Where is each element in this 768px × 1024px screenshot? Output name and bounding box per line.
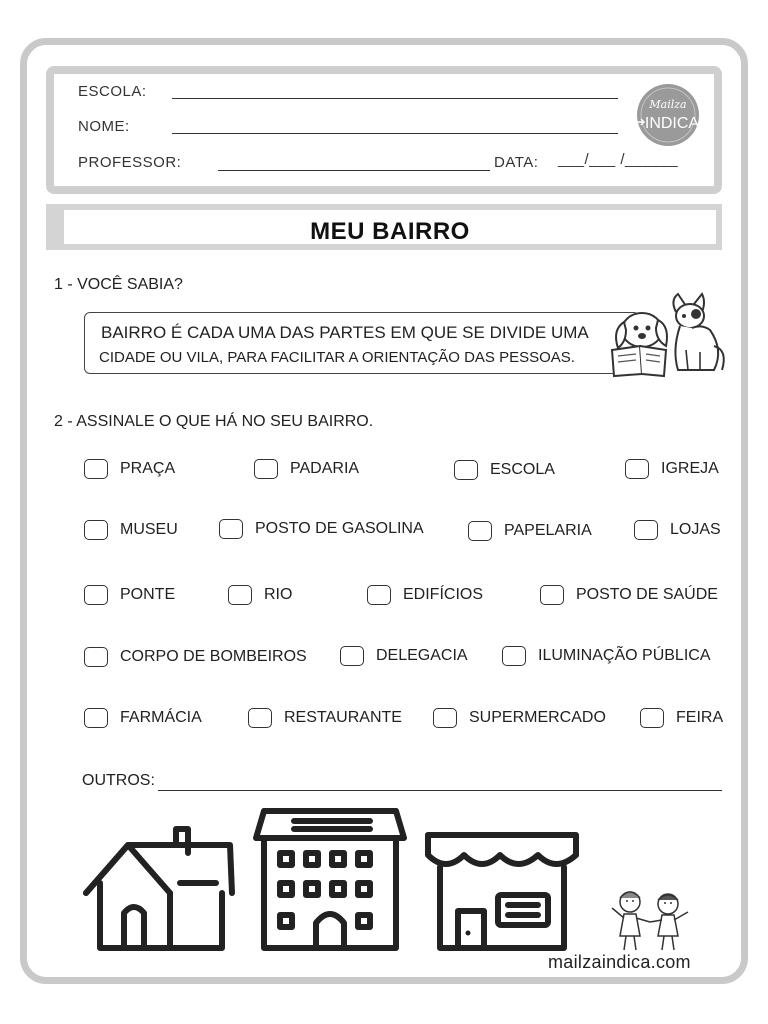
option-papelaria[interactable]: PAPELARIA bbox=[468, 521, 592, 541]
option-corpo-de-bombeiros[interactable]: CORPO DE BOMBEIROS bbox=[84, 647, 307, 667]
website-footer: mailzaindica.com bbox=[548, 952, 691, 972]
option-museu[interactable]: MUSEU bbox=[84, 520, 178, 540]
checkbox[interactable] bbox=[502, 646, 526, 666]
question-2-label: 2 - ASSINALE O QUE HÁ NO SEU BAIRRO. bbox=[54, 413, 374, 430]
option-feira[interactable]: FEIRA bbox=[640, 708, 723, 728]
school-label: ESCOLA: bbox=[78, 83, 147, 100]
logo-main-text: INDICA bbox=[644, 115, 700, 132]
checkbox[interactable] bbox=[340, 646, 364, 666]
option-igreja[interactable]: IGREJA bbox=[625, 459, 719, 479]
checkbox[interactable] bbox=[219, 519, 243, 539]
option-rio[interactable]: RIO bbox=[228, 585, 292, 605]
name-label: NOME: bbox=[78, 118, 130, 135]
shop-icon bbox=[428, 835, 576, 948]
option-farmacia[interactable]: FARMÁCIA bbox=[84, 708, 202, 728]
option-edificios[interactable]: EDIFÍCIOS bbox=[367, 585, 483, 605]
option-delegacia[interactable]: DELEGACIA bbox=[340, 646, 468, 666]
checkbox[interactable] bbox=[540, 585, 564, 605]
info-line-2: CIDADE OU VILA, PARA FACILITAR A ORIENTAÇÃO DAS PESSOAS. bbox=[99, 349, 575, 366]
page-title: MEU BAIRRO bbox=[310, 218, 470, 245]
date-label: DATA: bbox=[494, 154, 539, 171]
option-padaria[interactable]: PADARIA bbox=[254, 459, 359, 479]
info-line-1: BAIRRO É CADA UMA DAS PARTES EM QUE SE DIVIDE UMA bbox=[101, 323, 589, 342]
name-field[interactable] bbox=[172, 133, 618, 134]
checkbox[interactable] bbox=[84, 520, 108, 540]
option-iluminacao-publica[interactable]: ILUMINAÇÃO PÚBLICA bbox=[502, 646, 710, 666]
title-bar bbox=[46, 204, 722, 250]
checkbox[interactable] bbox=[640, 708, 664, 728]
teacher-label: PROFESSOR: bbox=[78, 154, 182, 171]
question-1-label: 1 - VOCÊ SABIA? bbox=[54, 276, 183, 293]
option-escola[interactable]: ESCOLA bbox=[454, 460, 555, 480]
reading-dog-illustration bbox=[606, 290, 730, 380]
checkbox[interactable] bbox=[625, 459, 649, 479]
kids-illustration bbox=[606, 888, 702, 954]
apartment-building-icon bbox=[256, 811, 404, 948]
checkbox[interactable] bbox=[84, 647, 108, 667]
outros-label: OUTROS: bbox=[82, 772, 155, 789]
checkbox[interactable] bbox=[634, 520, 658, 540]
checkbox[interactable] bbox=[84, 708, 108, 728]
checkbox[interactable] bbox=[84, 459, 108, 479]
checkbox[interactable] bbox=[254, 459, 278, 479]
school-field[interactable] bbox=[172, 98, 618, 99]
checkbox[interactable] bbox=[454, 460, 478, 480]
house-icon bbox=[86, 829, 232, 948]
option-ponte[interactable]: PONTE bbox=[84, 585, 175, 605]
option-restaurante[interactable]: RESTAURANTE bbox=[248, 708, 402, 728]
info-box bbox=[84, 312, 640, 374]
checkbox[interactable] bbox=[248, 708, 272, 728]
header-box bbox=[46, 66, 722, 194]
option-posto-de-saude[interactable]: POSTO DE SAÚDE bbox=[540, 585, 718, 605]
option-lojas[interactable]: LOJAS bbox=[634, 520, 721, 540]
checkbox[interactable] bbox=[367, 585, 391, 605]
date-field[interactable]: ___/___ /______ bbox=[558, 151, 679, 168]
option-praca[interactable]: PRAÇA bbox=[84, 459, 175, 479]
mailza-indica-logo bbox=[628, 82, 708, 148]
option-supermercado[interactable]: SUPERMERCADO bbox=[433, 708, 606, 728]
outros-field[interactable] bbox=[158, 790, 722, 791]
option-posto-de-gasolina[interactable]: POSTO DE GASOLINA bbox=[219, 519, 424, 539]
checkbox[interactable] bbox=[228, 585, 252, 605]
checkbox[interactable] bbox=[468, 521, 492, 541]
checkbox[interactable] bbox=[433, 708, 457, 728]
checkbox[interactable] bbox=[84, 585, 108, 605]
buildings-illustration bbox=[80, 805, 590, 955]
logo-top-text: Mailza bbox=[649, 98, 687, 111]
teacher-field[interactable] bbox=[218, 170, 490, 171]
